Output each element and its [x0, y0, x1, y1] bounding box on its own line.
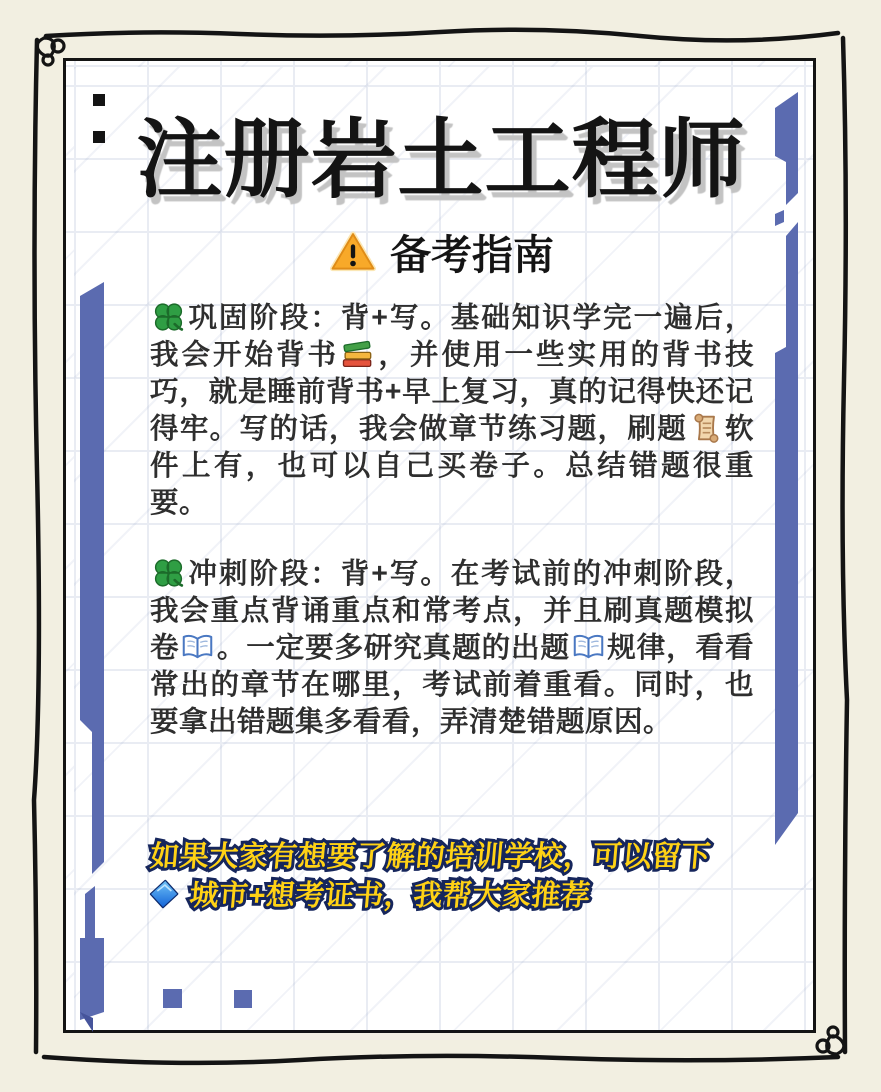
open-book-icon: [181, 631, 214, 663]
text-run: 冲刺阶段：背+写。在考试前的冲刺阶段，我会重点背诵重点和常考点，并且刷真题模拟卷: [150, 558, 754, 664]
text-run: 软件上有，也可以自己买卷子。总结错题很重要。: [150, 413, 754, 519]
blue-square-decoration: [234, 990, 252, 1008]
warning-icon: [330, 230, 376, 274]
highlight-note: [145, 838, 764, 916]
paragraph: [150, 556, 754, 741]
subtitle: [66, 222, 816, 281]
scroll-icon: [689, 412, 722, 444]
text-run: 巩固阶段：背+写。基础知识学完一遍后，我会开始背书: [150, 302, 754, 371]
clover-icon: [152, 557, 185, 589]
diamond-icon: [148, 879, 181, 909]
open-book-icon: [572, 631, 605, 663]
blue-square-decoration: [163, 989, 182, 1008]
paragraph: [150, 300, 754, 522]
black-square-decoration: [93, 94, 105, 106]
text-run: ，并使用一些实用的背书技巧，就是睡前背书+早上复习，真的记得快还记得牢。写的话，我会做章节练习题，刷题: [150, 339, 754, 445]
subtitle-label: 备考指南: [390, 232, 554, 278]
text-run: 规律，看看常出的章节在哪里，考试前着重看。同时，也要拿出错题集多看看，弄清楚错题原因。: [150, 632, 754, 738]
books-icon: [341, 338, 374, 370]
text-run: 如果大家有想要了解的培训学校，可以留下: [148, 841, 713, 873]
page-title: 注册岩土工程师: [136, 112, 746, 208]
text-run: 。一定要多研究真题的出题: [216, 632, 570, 664]
body-text: [150, 300, 754, 741]
text-run: 城市+想考证书，我帮大家推荐: [179, 880, 592, 912]
clover-icon: [152, 301, 185, 333]
